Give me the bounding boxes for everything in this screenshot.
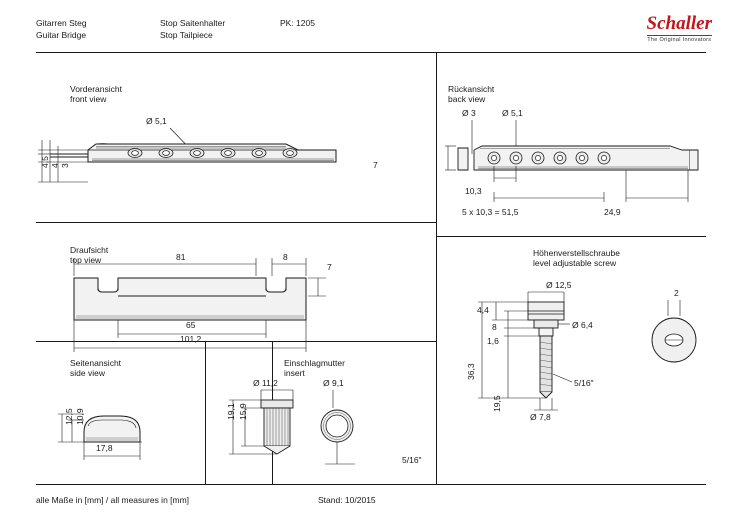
screw-dia-64: Ø 6,4 [572,320,593,330]
panel-divider-vertical [436,52,437,484]
header-divider [36,52,706,53]
screw-dim-36-3: 36,3 [466,363,476,380]
schaller-logo [647,14,712,43]
insert-dia-91: Ø 9,1 [323,378,344,388]
header-col2-line2: Stop Tailpiece [160,30,213,40]
header-col1-line2: Guitar Bridge [36,30,87,40]
front-dim-4: 4 [50,163,60,168]
front-view-label-en: front view [70,94,107,104]
screw-label-de: Höhenverstellschraube [533,248,620,258]
back-dim-7: 7 [373,160,378,170]
top-dim-81: 81 [176,252,186,262]
insert-dia-112: Ø 11,2 [253,378,278,388]
footer-note: alle Maße in [mm] / all measures in [mm] [36,495,190,505]
top-view-label-en: top view [70,255,102,265]
logo-rule [647,35,712,36]
insert-drawing [215,378,385,488]
back-dim-10-3: 10,3 [465,186,482,196]
side-view-label-en: side view [70,368,105,378]
front-dia-label: Ø 5,1 [146,116,167,126]
side-dim-12-5: 12,5 [64,408,74,425]
top-dim-8: 8 [283,252,288,262]
side-dim-17-8: 17,8 [96,443,113,453]
screw-dim-8: 8 [492,322,497,332]
insert-dim-19-1: 19,1 [226,403,236,420]
top-dim-65: 65 [186,320,196,330]
header-col1-line1: Gitarren Steg [36,18,87,28]
insert-label-de: Einschlagmutter [284,358,345,368]
insert-label-en: insert [284,368,305,378]
back-dim-end: 24,9 [604,207,621,217]
panel-divider-top [36,222,436,223]
screw-dim-1-6: 1,6 [487,336,499,346]
front-dim-4-5: 4,5 [40,156,50,168]
front-dim-3: 3 [60,163,70,168]
panel-divider-v2 [205,341,206,484]
header-part-number: PK: 1205 [280,18,315,28]
back-dia3-label: Ø 3 [462,108,476,118]
screw-thread: 5/16" [574,378,594,388]
top-dim-101-2: 101,2 [180,334,202,344]
screw-dia-78: Ø 7,8 [530,412,551,422]
header-col2-line1: Stop Saitenhalter [160,18,226,28]
side-view-drawing [50,388,200,478]
screw-dim-19-5: 19,5 [492,395,502,412]
panel-divider-right [436,236,706,237]
screw-drawing [452,278,712,448]
screw-label-en: level adjustable screw [533,258,617,268]
logo-name: Schaller [646,13,712,34]
side-view-label-de: Seitenansicht [70,358,122,368]
top-view-drawing [60,242,390,352]
top-dim-7: 7 [327,262,332,272]
back-dia51-label: Ø 5,1 [502,108,523,118]
back-view-label-en: back view [448,94,486,104]
logo-tagline: The Original Innovators [647,37,712,43]
insert-dim-15-9: 15,9 [238,403,248,420]
side-dim-10-9: 10,9 [75,408,85,425]
washer-thickness: 2 [674,288,679,298]
back-view-label-de: Rückansicht [448,84,495,94]
back-dim-span: 5 x 10,3 = 51,5 [462,207,519,217]
footer-stand: Stand: 10/2015 [318,495,376,505]
insert-thread-label: 5/16" [402,455,422,465]
top-view-label-de: Draufsicht [70,245,109,255]
front-view-label-de: Vorderansicht [70,84,122,94]
screw-dim-4-4: 4,4 [477,305,489,315]
screw-dia-125: Ø 12,5 [546,280,572,290]
